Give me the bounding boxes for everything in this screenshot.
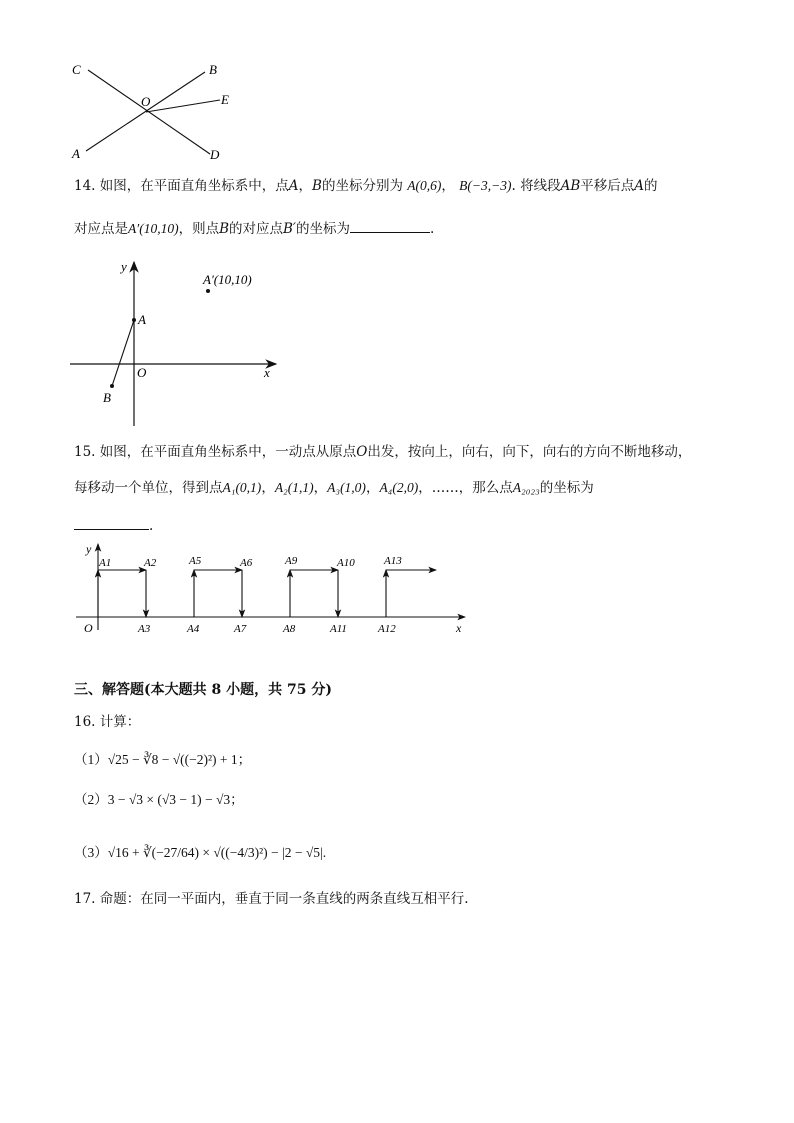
q17 (74, 889, 469, 909)
q16-part1: （1）√25 − ∛8 − √((−2)²) + 1； (74, 752, 252, 767)
origin-label: O (137, 365, 147, 380)
q14-line2: 对应点是A′(10,10)，则点B的对应点B′的坐标为 . (74, 221, 435, 237)
q15-line2: 每移动一个单位，得到点A₁(0,1)，A₂(1,1)，A₃(1,0)，A₄(2,0)，……，那么点A₂₀₂₃的坐标为 (74, 480, 594, 496)
label-A7: A7 (234, 623, 247, 635)
section-3-title: 三、解答题(本大题共 8 小题，共 75 分) (74, 682, 332, 698)
point-B-label: B (103, 390, 111, 405)
point-A-label: A (138, 312, 146, 327)
label-A8: A8 (283, 623, 296, 635)
figure-q14-coordinate-plane (66, 256, 286, 428)
axis-y-label: y (121, 259, 127, 274)
q17-number: 17. (74, 891, 96, 907)
q15-line3: . (74, 516, 153, 536)
q14-number: 14. (74, 178, 96, 194)
q16-part3-expr: √16 + ∛(−27/64) × √((−4/3)²) − |2 − √5|. (107, 845, 327, 860)
q16-number: 16. (74, 714, 96, 730)
label-A10: A10 (337, 557, 355, 569)
q14-B-coord: B(−3,−3) (459, 178, 512, 193)
label-A4: A4 (187, 623, 200, 635)
label-A2: A2 (144, 557, 157, 569)
q14-Aprime-coord: A′(10,10) (128, 221, 179, 236)
q14-line1: 14. 如图，在平面直角坐标系中，点A，B的坐标分别为 A(0,6)， B(−3,−3). 将线段AB平移后点A的 (74, 178, 658, 194)
label-C: C (72, 62, 81, 77)
label-A1: A1 (99, 557, 112, 569)
figure-q15-path (72, 540, 472, 640)
label-E: E (221, 92, 229, 107)
label-B: B (209, 62, 217, 77)
q16-part1-expr: √25 − ∛8 − √((−2)²) + 1； (107, 752, 252, 767)
label-A5: A5 (189, 555, 202, 567)
label-A3: A3 (138, 623, 151, 635)
label-D: D (210, 147, 220, 162)
q16-part3: （3）√16 + ∛(−27/64) × √((−4/3)²) − |2 − √5|. (74, 845, 327, 860)
label-A11: A11 (330, 623, 347, 635)
q14-answer-blank[interactable] (350, 232, 430, 233)
q16-title: 16. 计算： (74, 714, 141, 730)
q16-part2-expr: 3 − √3 × (√3 − 1) − √3； (107, 792, 244, 807)
label-A: A (72, 146, 80, 161)
q15-answer-blank[interactable] (74, 529, 149, 530)
label-O: O (141, 94, 151, 109)
q15-number: 15. (74, 444, 96, 460)
figure-intersecting-lines (60, 58, 250, 168)
axis-x-label: x (264, 365, 270, 380)
axis-y-label: y (86, 542, 92, 556)
origin-label: O (84, 621, 93, 635)
label-A12: A12 (378, 623, 396, 635)
q14-A-coord: A(0,6) (407, 178, 442, 193)
label-A13: A13 (384, 555, 402, 567)
q15-line1: 15. 如图，在平面直角坐标系中，一动点从原点O出发，按向上，向右，向下，向右的方向不断地移动， (74, 444, 692, 460)
axis-x-label: x (456, 621, 462, 635)
label-A6: A6 (240, 557, 253, 569)
label-A9: A9 (285, 555, 298, 567)
q17-text: 命题：在同一平面内，垂直于同一条直线的两条直线互相平行. (99, 891, 469, 907)
q16-part2: （2）3 − √3 × (√3 − 1) − √3； (74, 792, 244, 807)
point-Aprime-label: A′(10,10) (203, 272, 252, 287)
